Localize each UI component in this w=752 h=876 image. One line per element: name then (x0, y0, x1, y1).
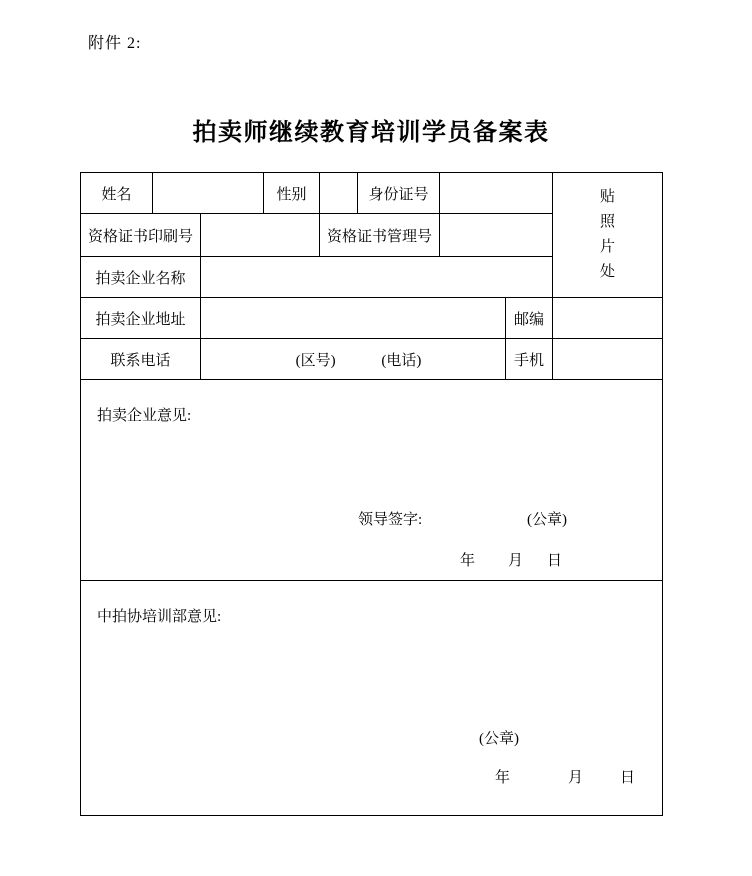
caa-date-day-label: 日 (620, 770, 636, 786)
mobile-label: 手机 (506, 339, 553, 380)
attachment-label: 附件 2: (88, 35, 142, 52)
contact-phone-label: 联系电话 (81, 339, 201, 380)
company-name-label: 拍卖企业名称 (81, 257, 201, 298)
name-label: 姓名 (81, 173, 153, 214)
caa-opinion-label: 中拍协培训部意见: (97, 609, 222, 625)
company-opinion-label: 拍卖企业意见: (97, 408, 192, 424)
cert-print-no-value-cell (201, 214, 320, 257)
id-number-value-cell (440, 173, 553, 214)
caa-opinion-section (81, 581, 663, 816)
cert-mgmt-no-label: 资格证书管理号 (320, 214, 440, 257)
table-row (81, 581, 663, 816)
table-row (81, 173, 663, 214)
leader-signature-label: 领导签字: (358, 512, 423, 528)
page-title: 拍卖师继续教育培训学员备案表 (192, 120, 550, 146)
company-address-label: 拍卖企业地址 (81, 298, 201, 339)
company-name-value-cell (201, 257, 553, 298)
phone-hint: (电话) (381, 352, 422, 369)
caa-date-year-label: 年 (495, 770, 511, 786)
name-value-cell (153, 173, 264, 214)
photo-area-label: 贴照片处 (599, 189, 615, 280)
photo-area-cell (553, 173, 663, 298)
contact-phone-value-cell (201, 339, 506, 380)
postcode-value-cell (553, 298, 663, 339)
company-date-year-label: 年 (460, 553, 476, 569)
company-date-day-label: 日 (547, 553, 563, 569)
table-row (81, 339, 663, 380)
cert-mgmt-no-value-cell (440, 214, 553, 257)
company-address-value-cell (201, 298, 506, 339)
area-code-hint: (区号) (295, 352, 336, 369)
company-date-month-label: 月 (508, 553, 524, 569)
postcode-label: 邮编 (506, 298, 553, 339)
gender-value-cell (320, 173, 358, 214)
company-seal-label: (公章) (527, 512, 567, 528)
table-row (81, 298, 663, 339)
gender-label: 性别 (264, 173, 320, 214)
company-opinion-section (81, 380, 663, 581)
table-row (81, 380, 663, 581)
registration-table (80, 172, 663, 816)
id-number-label: 身份证号 (358, 173, 440, 214)
cert-print-no-label: 资格证书印刷号 (81, 214, 201, 257)
caa-seal-label: (公章) (479, 731, 519, 747)
caa-date-month-label: 月 (568, 770, 584, 786)
mobile-value-cell (553, 339, 663, 380)
